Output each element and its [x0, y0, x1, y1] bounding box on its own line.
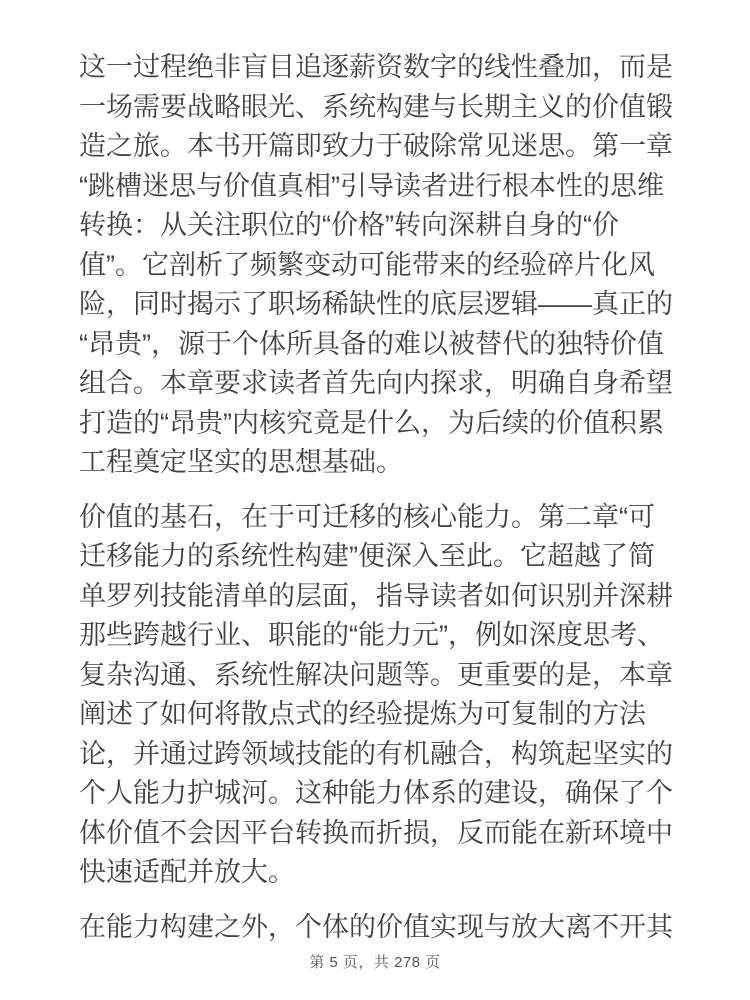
paragraph-1: 这一过程绝非盲目追逐薪资数字的线性叠加，而是一场需要战略眼光、系统构建与长期主义的价值锻造之旅。本书开篇即致力于破除常见迷思。第一章“跳槽迷思与价值真相”引导读者进行根本性的思维转换：从关注职位的“价格”转向深耕自身的“价值”。它剖析了频繁变动可能带来的经验碎片化风险，同时揭示了职场稀缺性的底层逻辑——真正的“昂贵”，源于个体所具备的难以被替代的独特价值组合。本章要求读者首先向内探求，明确自身希望打造的“昂贵”内核究竟是什么，为后续的价值积累工程奠定坚实的思想基础。	[79, 52, 673, 477]
page-text-content	[79, 48, 675, 948]
page-number-indicator: 第 5 页，共 278 页	[309, 954, 441, 971]
paragraph-2: 价值的基石，在于可迁移的核心能力。第二章“可迁移能力的系统性构建”便深入至此。它超越了简单罗列技能清单的层面，指导读者如何识别并深耕那些跨越行业、职能的“能力元”，例如深度思考、复杂沟通、系统性解决问题等。更重要的是，本章阐述了如何将散点式的经验提炼为可复制的方法论，并通过跨领域技能的有机融合，构筑起坚实的个人能力护城河。这种能力体系的建设，确保了个体价值不会因平台转换而折损，反而能在新环境中快速适配并放大。	[79, 501, 673, 887]
paragraph-3-truncated: 在能力构建之外，个体的价值实现与放大离不开其	[79, 911, 673, 942]
